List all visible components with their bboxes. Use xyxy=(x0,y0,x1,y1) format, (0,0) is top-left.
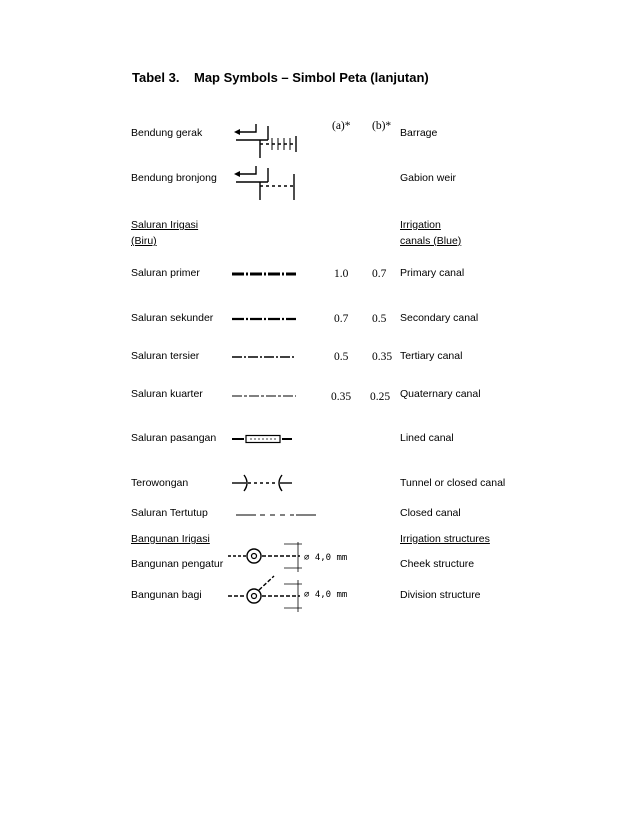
division-structure-symbol xyxy=(226,572,306,612)
label-lined-canal: Lined canal xyxy=(400,432,454,444)
diameter-note-cheek: ∅ 4,0 mm xyxy=(304,553,348,563)
label-bangunan-pengatur: Bangunan pengatur xyxy=(131,558,224,570)
quaternary-canal-symbol xyxy=(232,392,298,400)
label-saluran-kuarter: Saluran kuarter xyxy=(131,388,203,400)
secondary-canal-symbol xyxy=(232,315,298,323)
value-tersier-b: 0.35 xyxy=(372,351,393,363)
label-closed-canal: Closed canal xyxy=(400,507,461,519)
label-saluran-sekunder: Saluran sekunder xyxy=(131,312,214,324)
value-sekunder-b: 0.5 xyxy=(372,313,387,325)
cheek-structure-symbol xyxy=(226,542,306,576)
primary-canal-symbol xyxy=(232,270,298,278)
label-saluran-primer: Saluran primer xyxy=(131,267,200,279)
diameter-note-division: ∅ 4,0 mm xyxy=(304,590,348,600)
gabion-weir-symbol xyxy=(228,160,308,206)
value-tersier-a: 0.5 xyxy=(334,351,349,363)
table-title: Map Symbols – Simbol Peta (lanjutan) xyxy=(194,70,429,85)
label-saluran-tersier: Saluran tersier xyxy=(131,350,200,362)
label-irrigation: Irrigation xyxy=(400,219,441,231)
table-number: Tabel 3. xyxy=(132,70,180,85)
label-saluran-irigasi: Saluran Irigasi xyxy=(131,219,199,231)
label-division-structure: Division structure xyxy=(400,589,481,601)
closed-canal-symbol xyxy=(236,512,318,518)
label-saluran-tertutup: Saluran Tertutup xyxy=(131,507,208,519)
tunnel-symbol xyxy=(232,472,296,494)
label-primary-canal: Primary canal xyxy=(400,267,465,279)
label-tunnel: Tunnel or closed canal xyxy=(400,477,506,489)
label-saluran-pasangan: Saluran pasangan xyxy=(131,432,217,444)
label-barrage: Barrage xyxy=(400,127,438,139)
label-quaternary-canal: Quaternary canal xyxy=(400,388,481,400)
label-bangunan-bagi: Bangunan bagi xyxy=(131,589,202,601)
value-sekunder-a: 0.7 xyxy=(334,313,349,325)
label-biru: (Biru) xyxy=(131,235,157,247)
label-canals-blue: canals (Blue) xyxy=(400,235,462,247)
label-bangunan-irigasi: Bangunan Irigasi xyxy=(131,533,210,545)
label-secondary-canal: Secondary canal xyxy=(400,312,479,324)
column-header-a: (a)* xyxy=(332,120,351,132)
label-bendung-gerak: Bendung gerak xyxy=(131,127,203,139)
lined-canal-symbol xyxy=(232,432,298,446)
label-gabion-weir: Gabion weir xyxy=(400,172,457,184)
barrage-symbol xyxy=(228,118,308,162)
value-primer-b: 0.7 xyxy=(372,268,387,280)
label-irrigation-structures: Irrigation structures xyxy=(400,533,490,545)
value-primer-a: 1.0 xyxy=(334,268,349,280)
label-cheek-structure: Cheek structure xyxy=(400,558,475,570)
label-terowongan: Terowongan xyxy=(131,477,189,489)
label-tertiary-canal: Tertiary canal xyxy=(400,350,463,362)
column-header-b: (b)* xyxy=(372,120,392,132)
tertiary-canal-symbol xyxy=(232,353,298,361)
value-kuarter-b: 0.25 xyxy=(370,391,391,403)
label-bendung-bronjong: Bendung bronjong xyxy=(131,172,217,184)
value-kuarter-a: 0.35 xyxy=(331,391,352,403)
